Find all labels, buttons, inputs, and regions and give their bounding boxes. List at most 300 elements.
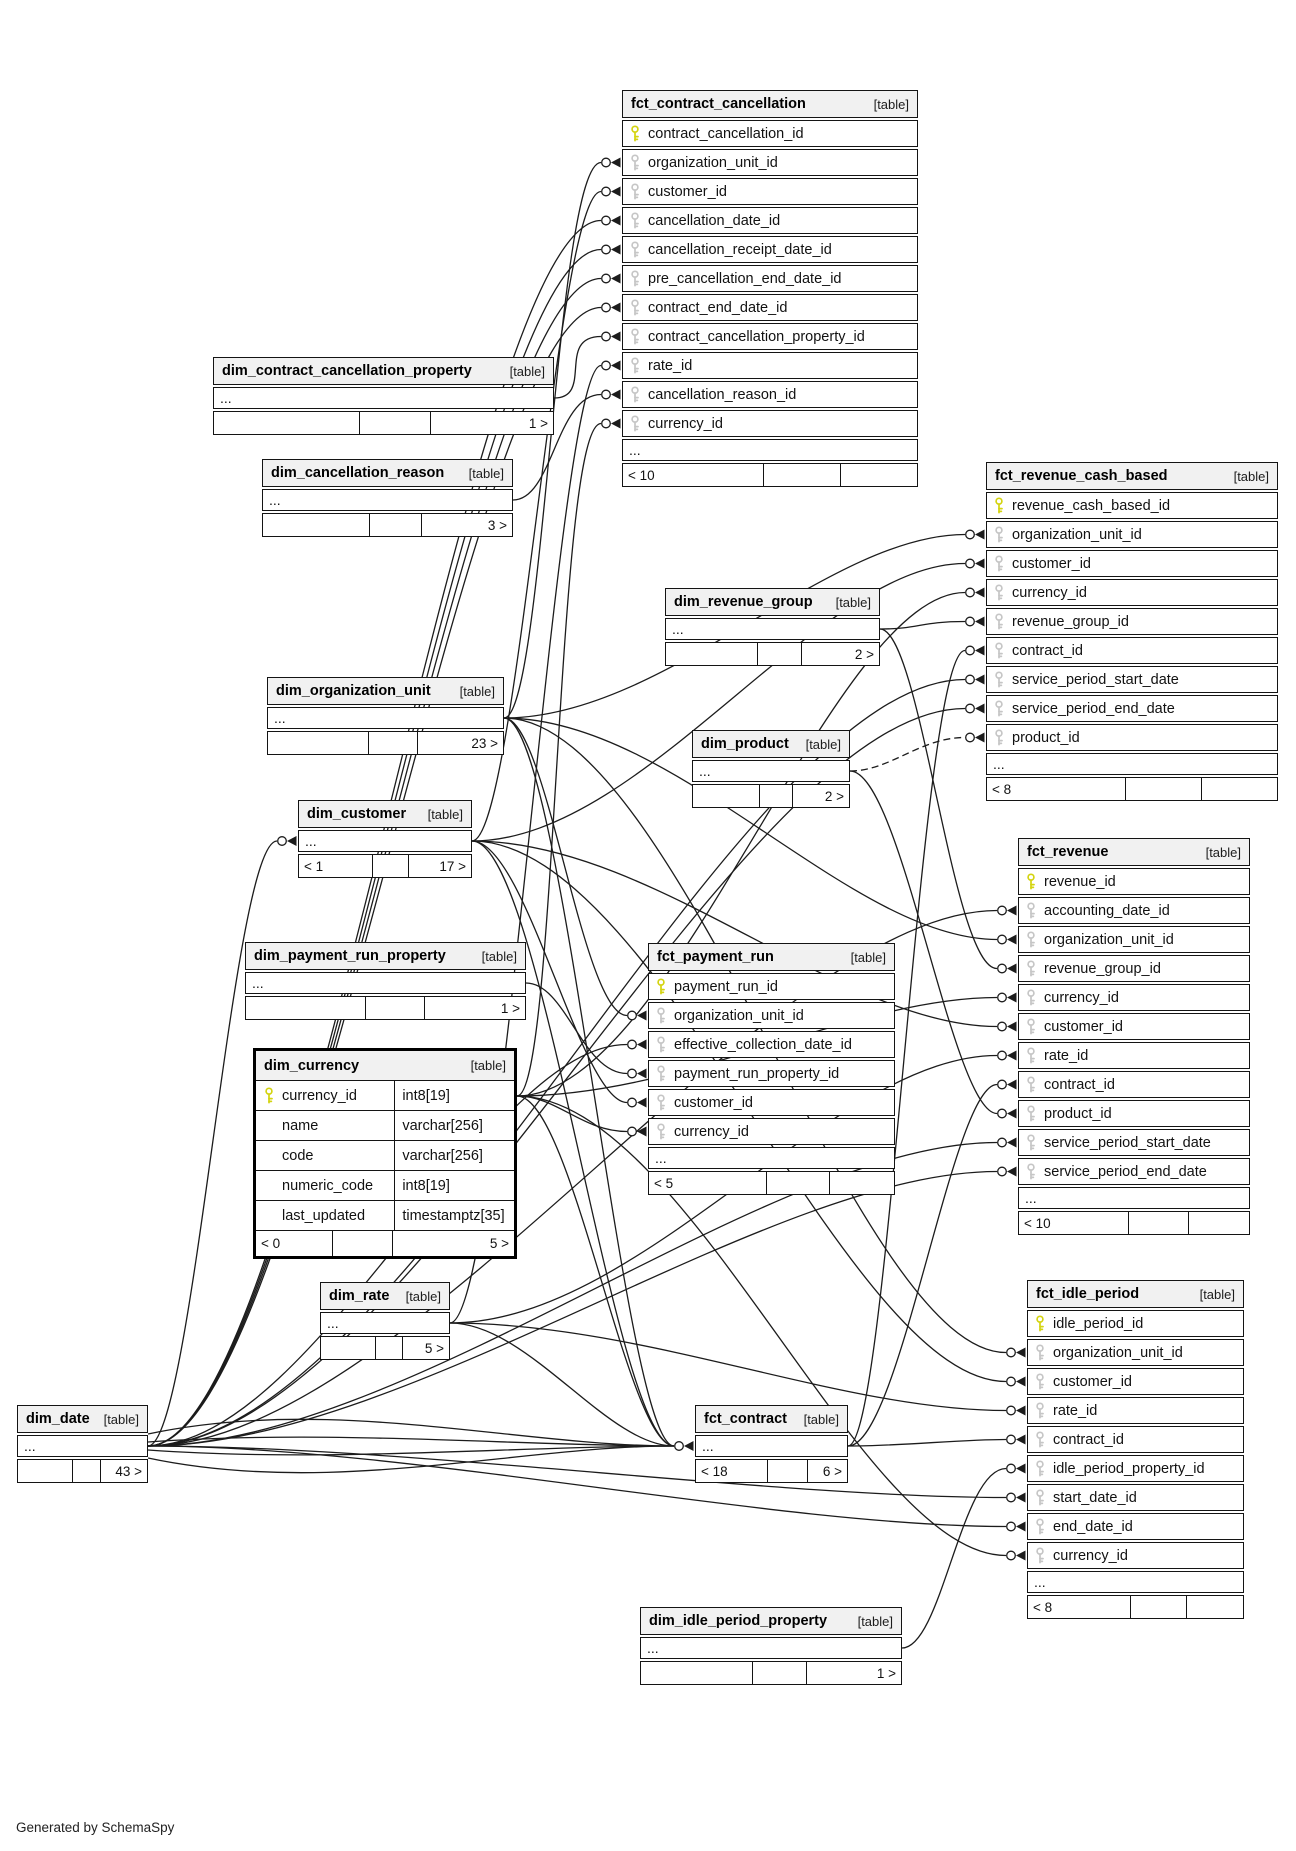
columns-ellipsis: ...: [298, 830, 472, 852]
table-dim_organization_unit: [267, 677, 504, 755]
column-row: [986, 492, 1278, 519]
parents-count: < 0: [256, 1231, 333, 1256]
column-name: revenue_cash_based_id: [1012, 497, 1171, 514]
column-row: [256, 1141, 514, 1171]
column-name: rate_id: [1044, 1047, 1089, 1064]
table-dim_product: [692, 730, 850, 808]
table-header: [213, 357, 554, 385]
foreign-key-icon: [1025, 1018, 1037, 1035]
column-type: int8[19]: [402, 1087, 450, 1104]
column-row: [1018, 1129, 1250, 1156]
foreign-key-icon: [1025, 960, 1037, 977]
columns-ellipsis: ...: [1018, 1187, 1250, 1209]
table-fct_payment_run: [648, 943, 895, 1195]
column-row: [986, 550, 1278, 577]
column-name: currency_id: [1044, 989, 1119, 1006]
table-header: [640, 1607, 902, 1635]
column-name: last_updated: [282, 1207, 366, 1224]
table-footer: [640, 1661, 902, 1685]
column-row: [622, 410, 918, 437]
column-name: code: [282, 1147, 314, 1164]
table-footer: [1018, 1211, 1250, 1235]
table-type-badge: [table]: [405, 1288, 441, 1304]
column-row: [622, 352, 918, 379]
table-name[interactable]: fct_contract_cancellation: [631, 96, 806, 112]
primary-key-icon: [1025, 873, 1037, 890]
foreign-key-icon: [629, 328, 641, 345]
table-type-badge: [table]: [1233, 468, 1269, 484]
parents-count: [268, 732, 369, 754]
parents-count: < 8: [1028, 1596, 1131, 1618]
column-row: [1018, 1158, 1250, 1185]
column-name: organization_unit_id: [1012, 526, 1142, 543]
children-count: 17 >: [439, 858, 466, 874]
parents-count: [18, 1460, 73, 1482]
foreign-key-icon: [1034, 1373, 1046, 1390]
parents-count: < 18: [696, 1460, 768, 1482]
footer-spacer: [376, 1337, 403, 1359]
table-header: [262, 459, 513, 487]
column-row: [986, 521, 1278, 548]
column-row: [986, 608, 1278, 635]
table-name[interactable]: fct_revenue_cash_based: [995, 468, 1168, 484]
foreign-key-icon: [629, 154, 641, 171]
foreign-key-icon: [629, 183, 641, 200]
foreign-key-icon: [629, 415, 641, 432]
columns-ellipsis: ...: [665, 618, 880, 640]
columns-ellipsis: ...: [640, 1637, 902, 1659]
table-dim_revenue_group: [665, 588, 880, 666]
parents-count: [693, 785, 760, 807]
column-name: rate_id: [648, 357, 693, 374]
table-dim_contract_cancellation_property: [213, 357, 554, 435]
foreign-key-icon: [629, 386, 641, 403]
table-header: [245, 942, 526, 970]
foreign-key-icon: [1025, 902, 1037, 919]
column-name: currency_id: [1053, 1547, 1128, 1564]
column-name: cancellation_date_id: [648, 212, 781, 229]
primary-key-icon: [1034, 1315, 1046, 1332]
column-row: [622, 323, 918, 350]
columns-ellipsis: ...: [695, 1435, 848, 1457]
table-header: [267, 677, 504, 705]
column-row: [1027, 1542, 1244, 1569]
column-row: [648, 1060, 895, 1087]
foreign-key-icon: [1034, 1431, 1046, 1448]
column-name: pre_cancellation_end_date_id: [648, 270, 842, 287]
foreign-key-icon: [993, 613, 1005, 630]
column-name: currency_id: [674, 1123, 749, 1140]
table-type-badge: [table]: [470, 1058, 506, 1073]
column-name: start_date_id: [1053, 1489, 1137, 1506]
column-row: [256, 1201, 514, 1231]
column-row: [622, 207, 918, 234]
table-fct_contract_cancellation: [622, 90, 918, 487]
table-fct_revenue_cash_based: [986, 462, 1278, 801]
children-count: 43 >: [115, 1463, 142, 1479]
table-name[interactable]: dim_payment_run_property: [254, 948, 446, 964]
table-name[interactable]: fct_contract: [704, 1411, 787, 1427]
column-name: customer_id: [1053, 1373, 1132, 1390]
table-footer: [692, 784, 850, 808]
column-name: organization_unit_id: [674, 1007, 804, 1024]
columns-ellipsis: ...: [245, 972, 526, 994]
table-type-badge: [table]: [873, 96, 909, 112]
foreign-key-icon: [1034, 1547, 1046, 1564]
column-name: contract_id: [1053, 1431, 1124, 1448]
columns-ellipsis: ...: [213, 387, 554, 409]
foreign-key-icon: [1034, 1402, 1046, 1419]
columns-ellipsis: ...: [262, 489, 513, 511]
foreign-key-icon: [1025, 1047, 1037, 1064]
primary-key-icon: [629, 125, 641, 142]
foreign-key-icon: [1025, 1134, 1037, 1151]
column-name: revenue_group_id: [1044, 960, 1161, 977]
children-count: 2 >: [854, 646, 874, 662]
column-name: rate_id: [1053, 1402, 1098, 1419]
column-name: effective_collection_date_id: [674, 1036, 852, 1053]
parents-count: [321, 1337, 376, 1359]
children-count: [830, 1172, 894, 1194]
column-name: customer_id: [1012, 555, 1091, 572]
table-header: [695, 1405, 848, 1433]
children-count: 2 >: [824, 788, 844, 804]
children-count: [1202, 778, 1277, 800]
column-name: organization_unit_id: [1044, 931, 1174, 948]
table-dim_date: [17, 1405, 148, 1483]
table-header: [256, 1051, 514, 1081]
parents-count: < 5: [649, 1172, 767, 1194]
column-type: varchar[256]: [402, 1147, 483, 1164]
foreign-key-icon: [629, 299, 641, 316]
columns-ellipsis: ...: [320, 1312, 450, 1334]
foreign-key-icon: [1034, 1518, 1046, 1535]
primary-key-icon: [993, 497, 1005, 514]
column-name: cancellation_reason_id: [648, 386, 797, 403]
table-dim_cancellation_reason: [262, 459, 513, 537]
table-name[interactable]: dim_rate: [329, 1288, 390, 1304]
column-row: [1018, 897, 1250, 924]
table-header: [692, 730, 850, 758]
table-footer: [320, 1336, 450, 1360]
column-name: customer_id: [648, 183, 727, 200]
table-type-badge: [table]: [1199, 1286, 1235, 1302]
footer-spacer: [360, 412, 431, 434]
table-name[interactable]: dim_revenue_group: [674, 594, 813, 610]
column-row: [1027, 1513, 1244, 1540]
table-type-badge: [table]: [103, 1411, 139, 1427]
foreign-key-icon: [655, 1036, 667, 1053]
foreign-key-icon: [1034, 1489, 1046, 1506]
table-header: [665, 588, 880, 616]
foreign-key-icon: [1025, 989, 1037, 1006]
table-footer: [298, 854, 472, 878]
children-count: 6 >: [822, 1463, 842, 1479]
column-name: numeric_code: [282, 1177, 374, 1194]
table-header: [298, 800, 472, 828]
column-row: [648, 1031, 895, 1058]
foreign-key-icon: [993, 555, 1005, 572]
column-name: currency_id: [282, 1087, 357, 1104]
footer-spacer: [369, 732, 418, 754]
column-name: idle_period_property_id: [1053, 1460, 1205, 1477]
parents-count: [246, 997, 366, 1019]
column-name: name: [282, 1117, 319, 1134]
table-type-badge: [table]: [468, 465, 504, 481]
foreign-key-icon: [993, 671, 1005, 688]
column-row: [986, 579, 1278, 606]
foreign-key-icon: [1034, 1460, 1046, 1477]
children-count: 23 >: [471, 735, 498, 751]
column-row: [256, 1171, 514, 1201]
foreign-key-icon: [655, 1065, 667, 1082]
table-header: [1027, 1280, 1244, 1308]
table-footer: [256, 1231, 514, 1256]
foreign-key-icon: [993, 729, 1005, 746]
table-type-badge: [table]: [459, 683, 495, 699]
table-type-badge: [table]: [850, 949, 886, 965]
footer-spacer: [373, 855, 409, 877]
foreign-key-icon: [263, 1117, 275, 1134]
column-row: [1027, 1368, 1244, 1395]
column-row: [648, 1002, 895, 1029]
footer-spacer: [760, 785, 793, 807]
table-fct_revenue: [1018, 838, 1250, 1235]
table-type-badge: [table]: [481, 948, 517, 964]
footer-spacer: [1126, 778, 1201, 800]
columns-ellipsis: ...: [622, 439, 918, 461]
parents-count: < 10: [1019, 1212, 1129, 1234]
footer-spacer: [73, 1460, 100, 1482]
children-count: [1187, 1596, 1243, 1618]
table-type-badge: [table]: [509, 363, 545, 379]
footer-spacer: [768, 1460, 807, 1482]
column-name: service_period_start_date: [1012, 671, 1179, 688]
table-header: [622, 90, 918, 118]
table-footer: [17, 1459, 148, 1483]
table-name[interactable]: dim_contract_cancellation_property: [222, 363, 472, 379]
foreign-key-icon: [263, 1147, 275, 1164]
column-row: [1027, 1484, 1244, 1511]
column-row: [1018, 926, 1250, 953]
table-footer: [262, 513, 513, 537]
table-header: [986, 462, 1278, 490]
table-dim_rate: [320, 1282, 450, 1360]
table-footer: [622, 463, 918, 487]
table-name[interactable]: dim_idle_period_property: [649, 1613, 828, 1629]
column-row: [1018, 984, 1250, 1011]
column-name: revenue_group_id: [1012, 613, 1129, 630]
table-header: [648, 943, 895, 971]
column-row: [648, 1118, 895, 1145]
column-name: product_id: [1044, 1105, 1112, 1122]
column-row: [1027, 1339, 1244, 1366]
column-row: [1027, 1455, 1244, 1482]
footer-spacer: [333, 1231, 392, 1256]
table-name[interactable]: fct_revenue: [1027, 844, 1109, 860]
foreign-key-icon: [263, 1177, 275, 1194]
table-footer: [695, 1459, 848, 1483]
column-name: organization_unit_id: [648, 154, 778, 171]
table-type-badge: [table]: [803, 1411, 839, 1427]
foreign-key-icon: [263, 1207, 275, 1224]
column-name: currency_id: [1012, 584, 1087, 601]
parents-count: < 1: [299, 855, 373, 877]
column-name: cancellation_receipt_date_id: [648, 241, 832, 258]
foreign-key-icon: [993, 642, 1005, 659]
table-name[interactable]: dim_product: [701, 736, 789, 752]
table-dim_idle_period_property: [640, 1607, 902, 1685]
columns-ellipsis: ...: [1027, 1571, 1244, 1593]
column-row: [622, 294, 918, 321]
column-row: [1018, 1071, 1250, 1098]
foreign-key-icon: [655, 1123, 667, 1140]
children-count: 5 >: [424, 1340, 444, 1356]
foreign-key-icon: [1025, 1076, 1037, 1093]
column-type: varchar[256]: [402, 1117, 483, 1134]
column-row: [1018, 1042, 1250, 1069]
children-count: 3 >: [487, 517, 507, 533]
columns-ellipsis: ...: [648, 1147, 895, 1169]
foreign-key-icon: [629, 357, 641, 374]
column-name: product_id: [1012, 729, 1080, 746]
column-name: accounting_date_id: [1044, 902, 1170, 919]
table-header: [17, 1405, 148, 1433]
foreign-key-icon: [993, 526, 1005, 543]
column-name: contract_id: [1044, 1076, 1115, 1093]
foreign-key-icon: [1034, 1344, 1046, 1361]
foreign-key-icon: [655, 1094, 667, 1111]
column-row: [986, 666, 1278, 693]
table-footer: [267, 731, 504, 755]
table-type-badge: [table]: [835, 594, 871, 610]
table-name[interactable]: dim_cancellation_reason: [271, 465, 445, 481]
column-row: [986, 724, 1278, 751]
foreign-key-icon: [1025, 1105, 1037, 1122]
column-row: [622, 178, 918, 205]
foreign-key-icon: [629, 212, 641, 229]
column-row: [986, 637, 1278, 664]
table-name[interactable]: fct_idle_period: [1036, 1286, 1140, 1302]
foreign-key-icon: [629, 270, 641, 287]
column-row: [256, 1111, 514, 1141]
column-row: [1018, 1013, 1250, 1040]
columns-ellipsis: ...: [692, 760, 850, 782]
column-row: [622, 236, 918, 263]
table-header: [1018, 838, 1250, 866]
table-type-badge: [table]: [805, 736, 841, 752]
column-name: customer_id: [674, 1094, 753, 1111]
footer-spacer: [366, 997, 425, 1019]
column-type: timestamptz[35]: [402, 1207, 505, 1224]
table-name[interactable]: dim_organization_unit: [276, 683, 431, 699]
column-name: payment_run_property_id: [674, 1065, 840, 1082]
column-name: contract_id: [1012, 642, 1083, 659]
footer-spacer: [370, 514, 422, 536]
column-name: contract_cancellation_property_id: [648, 328, 865, 345]
parents-count: [666, 643, 758, 665]
column-name: customer_id: [1044, 1018, 1123, 1035]
column-name: contract_end_date_id: [648, 299, 788, 316]
children-count: 1 >: [500, 1000, 520, 1016]
parents-count: [214, 412, 360, 434]
table-dim_payment_run_property: [245, 942, 526, 1020]
children-count: 1 >: [876, 1665, 896, 1681]
children-count: [1189, 1212, 1249, 1234]
table-name[interactable]: dim_date: [26, 1411, 90, 1427]
primary-key-icon: [655, 978, 667, 995]
table-footer: [213, 411, 554, 435]
children-count: 1 >: [528, 415, 548, 431]
footer-spacer: [764, 464, 840, 486]
table-name[interactable]: dim_currency: [264, 1057, 360, 1074]
table-footer: [1027, 1595, 1244, 1619]
column-row: [648, 973, 895, 1000]
column-name: service_period_start_date: [1044, 1134, 1211, 1151]
foreign-key-icon: [1025, 931, 1037, 948]
columns-ellipsis: ...: [17, 1435, 148, 1457]
column-type: int8[19]: [402, 1177, 450, 1194]
parents-count: < 10: [623, 464, 764, 486]
column-name: payment_run_id: [674, 978, 778, 995]
column-row: [1027, 1426, 1244, 1453]
column-row: [622, 381, 918, 408]
foreign-key-icon: [629, 241, 641, 258]
column-row: [1027, 1397, 1244, 1424]
table-footer: [245, 996, 526, 1020]
footer-spacer: [758, 643, 803, 665]
footer-spacer: [1131, 1596, 1187, 1618]
foreign-key-icon: [993, 584, 1005, 601]
column-name: service_period_end_date: [1044, 1163, 1207, 1180]
table-fct_contract: [695, 1405, 848, 1483]
generator-credit: Generated by SchemaSpy: [16, 1820, 175, 1835]
table-dim_currency: [253, 1048, 517, 1259]
foreign-key-icon: [1025, 1163, 1037, 1180]
table-footer: [648, 1171, 895, 1195]
column-row: [622, 120, 918, 147]
footer-spacer: [767, 1172, 831, 1194]
table-type-badge: [table]: [1205, 844, 1241, 860]
columns-ellipsis: ...: [267, 707, 504, 729]
children-count: 5 >: [489, 1236, 509, 1251]
table-name[interactable]: fct_payment_run: [657, 949, 774, 965]
column-row: [622, 149, 918, 176]
column-name: service_period_end_date: [1012, 700, 1175, 717]
column-row: [1027, 1310, 1244, 1337]
columns-ellipsis: ...: [986, 753, 1278, 775]
table-fct_idle_period: [1027, 1280, 1244, 1619]
column-row: [622, 265, 918, 292]
column-name: revenue_id: [1044, 873, 1116, 890]
foreign-key-icon: [655, 1007, 667, 1024]
column-row: [986, 695, 1278, 722]
table-type-badge: [table]: [427, 806, 463, 822]
table-name[interactable]: dim_customer: [307, 806, 407, 822]
table-dim_customer: [298, 800, 472, 878]
foreign-key-icon: [993, 700, 1005, 717]
column-name: organization_unit_id: [1053, 1344, 1183, 1361]
column-row: [256, 1081, 514, 1111]
column-name: idle_period_id: [1053, 1315, 1144, 1332]
column-row: [1018, 1100, 1250, 1127]
column-row: [1018, 955, 1250, 982]
primary-key-icon: [263, 1087, 275, 1104]
table-footer: [986, 777, 1278, 801]
column-name: end_date_id: [1053, 1518, 1133, 1535]
column-name: contract_cancellation_id: [648, 125, 804, 142]
column-name: currency_id: [648, 415, 723, 432]
